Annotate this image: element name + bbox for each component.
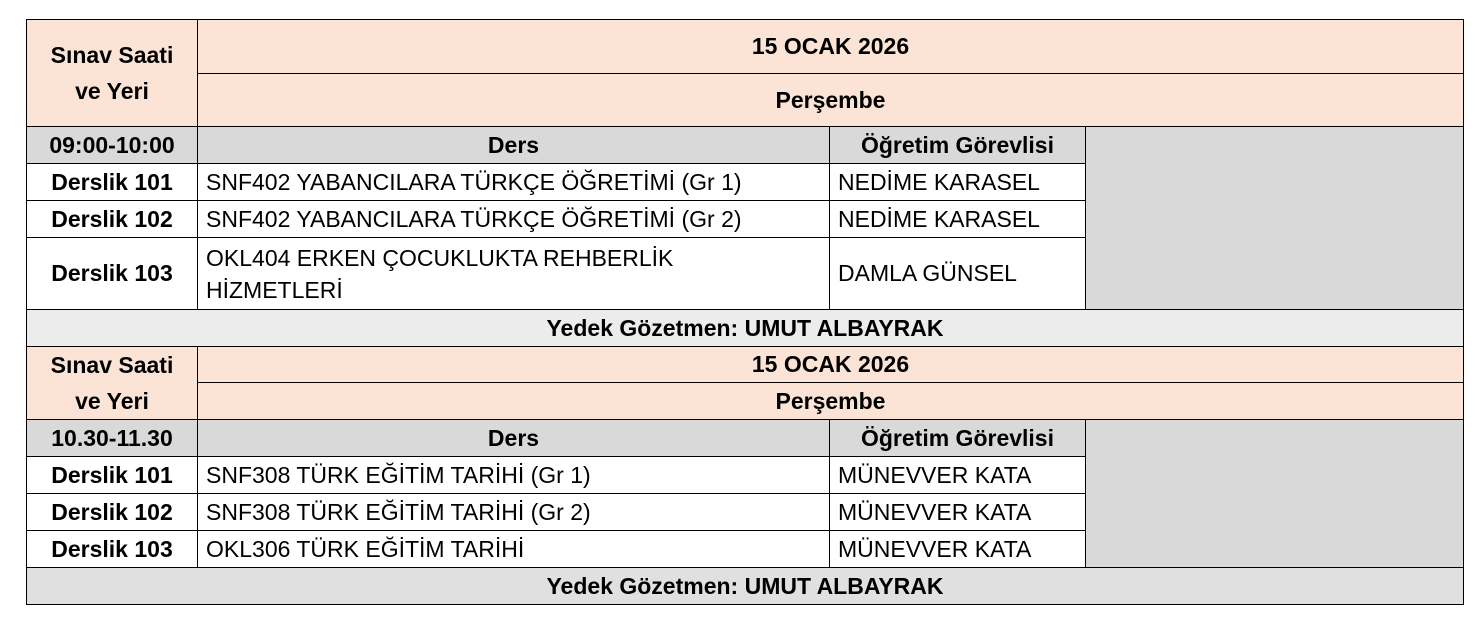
block1-day: Perşembe [198, 74, 1464, 127]
block2-time: 10.30-11.30 [27, 420, 198, 457]
course-cell: OKL306 TÜRK EĞİTİM TARİHİ [198, 531, 830, 568]
block1-reserve-proctor: Yedek Gözetmen: UMUT ALBAYRAK [27, 310, 1464, 347]
block2-reserve-row [27, 568, 1464, 605]
instructor-cell: MÜNEVVER KATA [830, 531, 1086, 568]
course-cell: SNF308 TÜRK EĞİTİM TARİHİ (Gr 2) [198, 494, 830, 531]
block2-col-instructor: Öğretim Görevlisi [830, 420, 1086, 457]
exam-schedule-table [26, 19, 1464, 605]
block2-column-header-row [27, 420, 1464, 457]
block2-date: 15 OCAK 2026 [198, 347, 1464, 383]
block2-filler [1086, 420, 1464, 568]
block1-time-place-label [27, 20, 198, 127]
room-cell: Derslik 101 [27, 457, 198, 494]
instructor-cell: NEDİME KARASEL [830, 164, 1086, 201]
instructor-cell: NEDİME KARASEL [830, 201, 1086, 238]
room-cell: Derslik 102 [27, 494, 198, 531]
room-cell: Derslik 101 [27, 164, 198, 201]
block1-header-row-date [27, 20, 1464, 74]
course-cell: SNF402 YABANCILARA TÜRKÇE ÖĞRETİMİ (Gr 1) [198, 164, 830, 201]
block1-header-row-day [27, 74, 1464, 127]
time-place-label-line2: ve Yeri [75, 78, 149, 104]
course-cell: SNF402 YABANCILARA TÜRKÇE ÖĞRETİMİ (Gr 2) [198, 201, 830, 238]
time-place-label-line1: Sınav Saati [50, 352, 174, 378]
block2-day: Perşembe [198, 383, 1464, 420]
block1-column-header-row [27, 127, 1464, 164]
block1-date: 15 OCAK 2026 [198, 20, 1464, 74]
block1-col-instructor: Öğretim Görevlisi [830, 127, 1086, 164]
block1-filler [1086, 127, 1464, 310]
block1-reserve-row [27, 310, 1464, 347]
block2-header-row-day [27, 383, 1464, 420]
block2-time-place-label [27, 347, 198, 420]
instructor-cell: MÜNEVVER KATA [830, 457, 1086, 494]
block2-reserve-proctor: Yedek Gözetmen: UMUT ALBAYRAK [27, 568, 1464, 605]
exam-schedule-sheet [26, 19, 1463, 604]
room-cell: Derslik 103 [27, 238, 198, 310]
instructor-cell: DAMLA GÜNSEL [830, 238, 1086, 310]
time-place-label-line1: Sınav Saati [50, 42, 174, 68]
block2-header-row-date [27, 347, 1464, 383]
room-cell: Derslik 102 [27, 201, 198, 238]
time-place-label-line2: ve Yeri [75, 388, 149, 414]
course-cell: OKL404 ERKEN ÇOCUKLUKTA REHBERLİK HİZMETLERİ [198, 238, 830, 310]
block1-col-course: Ders [198, 127, 830, 164]
course-cell: SNF308 TÜRK EĞİTİM TARİHİ (Gr 1) [198, 457, 830, 494]
block1-time: 09:00-10:00 [27, 127, 198, 164]
instructor-cell: MÜNEVVER KATA [830, 494, 1086, 531]
room-cell: Derslik 103 [27, 531, 198, 568]
block2-col-course: Ders [198, 420, 830, 457]
